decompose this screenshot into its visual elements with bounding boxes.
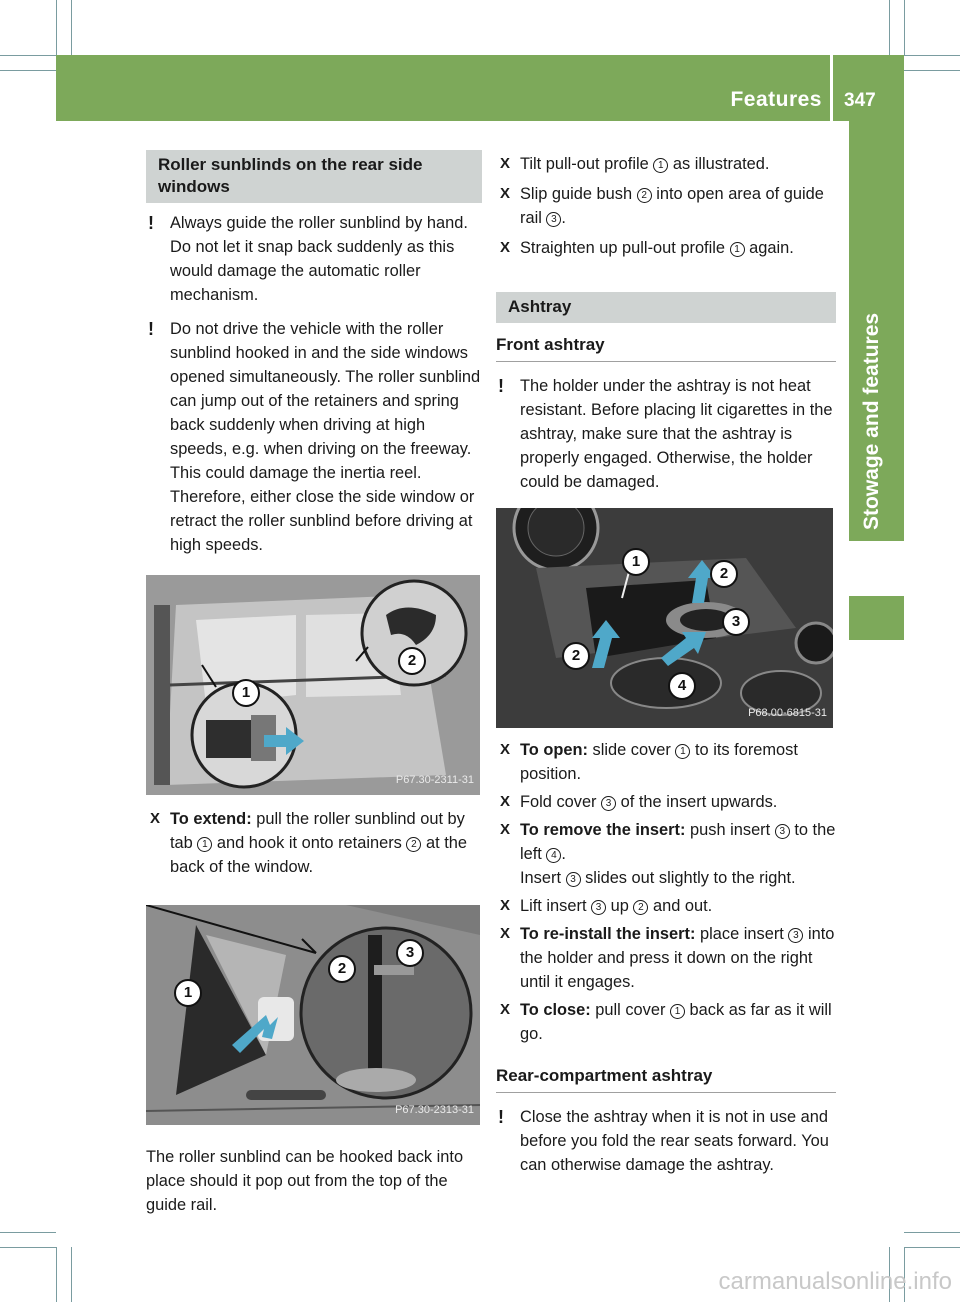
ref-number: 1 <box>730 242 745 257</box>
callout-2: 2 <box>328 955 356 983</box>
step-text: Lift insert <box>520 897 592 915</box>
callout-1: 1 <box>174 979 202 1007</box>
instruction-step <box>146 807 482 879</box>
left-column <box>146 150 482 1217</box>
step-text: Insert <box>520 869 566 887</box>
callout-2: 2 <box>398 647 426 675</box>
instruction-step <box>496 182 836 230</box>
step-text: slides out slightly to the right. <box>580 869 796 887</box>
step-text: as illustrated. <box>668 155 770 173</box>
step-text: up <box>606 897 634 915</box>
step-text: . <box>561 845 566 863</box>
warning-icon: ! <box>498 1107 504 1127</box>
ref-number: 2 <box>406 837 421 852</box>
ref-number: 2 <box>633 900 648 915</box>
warning-icon: ! <box>498 376 504 396</box>
figure-code: P68.00-6815-31 <box>748 707 827 719</box>
ref-number: 3 <box>591 900 606 915</box>
crop-mark <box>56 0 57 55</box>
subheading-rear-ashtray: Rear-compartment ashtray <box>496 1064 836 1093</box>
warning-icon: ! <box>148 213 154 233</box>
crop-mark <box>904 70 960 71</box>
step-text: and hook it onto retainers <box>212 834 407 852</box>
step-label: To open: <box>520 741 588 759</box>
watermark: carmanualsonline.info <box>718 1268 952 1295</box>
ref-number: 4 <box>546 848 561 863</box>
crop-mark <box>0 1232 56 1233</box>
crop-mark <box>889 0 890 55</box>
step-arrow-icon: X <box>500 793 511 810</box>
instruction-step <box>496 152 836 176</box>
closing-paragraph: The roller sunblind can be hooked back into place should it pop out from the top of the guide rail. <box>146 1148 464 1214</box>
callout-3: 3 <box>722 608 750 636</box>
crop-mark <box>0 55 56 56</box>
warning-text: Close the ashtray when it is not in use and before you fold the rear seats forward. You can otherwise damage the ashtray. <box>520 1108 829 1174</box>
instruction-step <box>496 790 836 814</box>
ref-number: 2 <box>637 188 652 203</box>
page-number: 347 <box>844 90 876 111</box>
warning-note <box>496 374 836 494</box>
step-text: . <box>561 209 566 227</box>
step-text: Straighten up pull-out profile <box>520 239 730 257</box>
step-text: and out. <box>648 897 713 915</box>
instruction-step <box>496 998 836 1046</box>
ref-number: 3 <box>546 212 561 227</box>
step-arrow-icon: X <box>500 821 511 838</box>
callout-1: 1 <box>232 679 260 707</box>
step-text: place insert <box>695 925 789 943</box>
instruction-step <box>496 818 836 890</box>
step-text: to the left <box>520 821 836 863</box>
step-arrow-icon: X <box>500 1001 511 1018</box>
step-text: into the holder and press it down on the right until it engages. <box>520 925 835 991</box>
callout-4: 4 <box>668 672 696 700</box>
header-title: Features <box>730 88 822 111</box>
figure-illustration <box>146 575 480 795</box>
step-arrow-icon: X <box>500 155 511 172</box>
step-label: To close: <box>520 1001 591 1019</box>
instruction-step <box>496 894 836 918</box>
crop-mark <box>0 1247 56 1248</box>
figure-roller-sunblind-extend <box>146 575 480 795</box>
figure-roller-sunblind-hook <box>146 905 480 1125</box>
crop-mark <box>904 0 905 55</box>
step-text: push insert <box>685 821 775 839</box>
figure-code: P67.30-2311-31 <box>395 774 474 786</box>
step-text: back as far as it will go. <box>520 1001 832 1043</box>
step-arrow-icon: X <box>500 185 511 202</box>
step-arrow-icon: X <box>500 239 511 256</box>
crop-mark <box>71 0 72 55</box>
crop-mark <box>904 55 960 56</box>
ref-number: 1 <box>670 1004 685 1019</box>
side-tab-label: Stowage and features <box>860 312 883 530</box>
step-arrow-icon: X <box>500 897 511 914</box>
subheading-front-ashtray: Front ashtray <box>496 333 836 362</box>
ref-number: 3 <box>775 824 790 839</box>
step-text: Tilt pull-out profile <box>520 155 654 173</box>
section-heading-ashtray: Ashtray <box>496 292 836 323</box>
step-text: pull the roller sunblind out by tab <box>170 810 465 852</box>
step-text: Slip guide bush <box>520 185 637 203</box>
step-text: to its foremost position. <box>520 741 798 783</box>
warning-text: Always guide the roller sunblind by hand. Do not let it snap back suddenly as this would damage the automatic roller mechanism. <box>170 214 468 304</box>
warning-note <box>146 317 482 557</box>
step-text: again. <box>744 239 794 257</box>
figure-illustration <box>496 508 833 728</box>
ref-number: 1 <box>653 158 668 173</box>
instruction-step <box>496 236 836 260</box>
section-heading-roller-sunblinds: Roller sunblinds on the rear side windows <box>146 150 482 203</box>
ref-number: 1 <box>675 744 690 759</box>
ref-number: 3 <box>601 796 616 811</box>
crop-mark <box>56 1247 57 1302</box>
right-column <box>496 152 836 1177</box>
instruction-step <box>496 922 836 994</box>
callout-3: 3 <box>396 939 424 967</box>
step-text: at the back of the window. <box>170 834 467 876</box>
step-arrow-icon: X <box>500 925 511 942</box>
crop-mark <box>904 1232 960 1233</box>
step-arrow-icon: X <box>500 741 511 758</box>
step-arrow-icon: X <box>150 810 161 827</box>
crop-mark <box>904 1247 960 1248</box>
header-separator <box>830 55 833 121</box>
step-text: slide cover <box>587 741 676 759</box>
step-text: Fold cover <box>520 793 602 811</box>
crop-mark <box>0 70 56 71</box>
step-text: into open area of guide rail <box>520 185 824 227</box>
callout-2: 2 <box>562 642 590 670</box>
warning-note <box>146 211 482 307</box>
warning-note <box>496 1105 836 1177</box>
figure-illustration <box>146 905 480 1125</box>
warning-icon: ! <box>148 319 154 339</box>
warning-text: Do not drive the vehicle with the roller sunblind hooked in and the side windows opened simultaneously. The roller sunblind can jump out of the retainers and spring back suddenly when driving at high speeds, e.g. when driving on the freeway. This could damage the inertia reel. Therefore, either close the side window or retract the roller sunblind before driving at high speeds. <box>170 320 481 554</box>
step-text: of the insert upwards. <box>616 793 778 811</box>
step-label: To re-install the insert: <box>520 925 696 943</box>
figure-code: P67.30-2313-31 <box>395 1104 474 1116</box>
step-label: To extend: <box>170 810 252 828</box>
step-label: To remove the insert: <box>520 821 686 839</box>
ref-number: 1 <box>197 837 212 852</box>
instruction-step <box>496 738 836 786</box>
side-tab-marker <box>849 596 904 640</box>
figure-front-ashtray <box>496 508 833 728</box>
crop-mark <box>71 1247 72 1302</box>
ref-number: 3 <box>788 928 803 943</box>
callout-2: 2 <box>710 560 738 588</box>
step-text: pull cover <box>590 1001 670 1019</box>
warning-text: The holder under the ashtray is not heat resistant. Before placing lit cigarettes in the ashtray, make sure that the ashtray is properly engaged. Otherwise, the holder could be damaged. <box>520 377 833 491</box>
callout-1: 1 <box>622 548 650 576</box>
ref-number: 3 <box>566 872 581 887</box>
